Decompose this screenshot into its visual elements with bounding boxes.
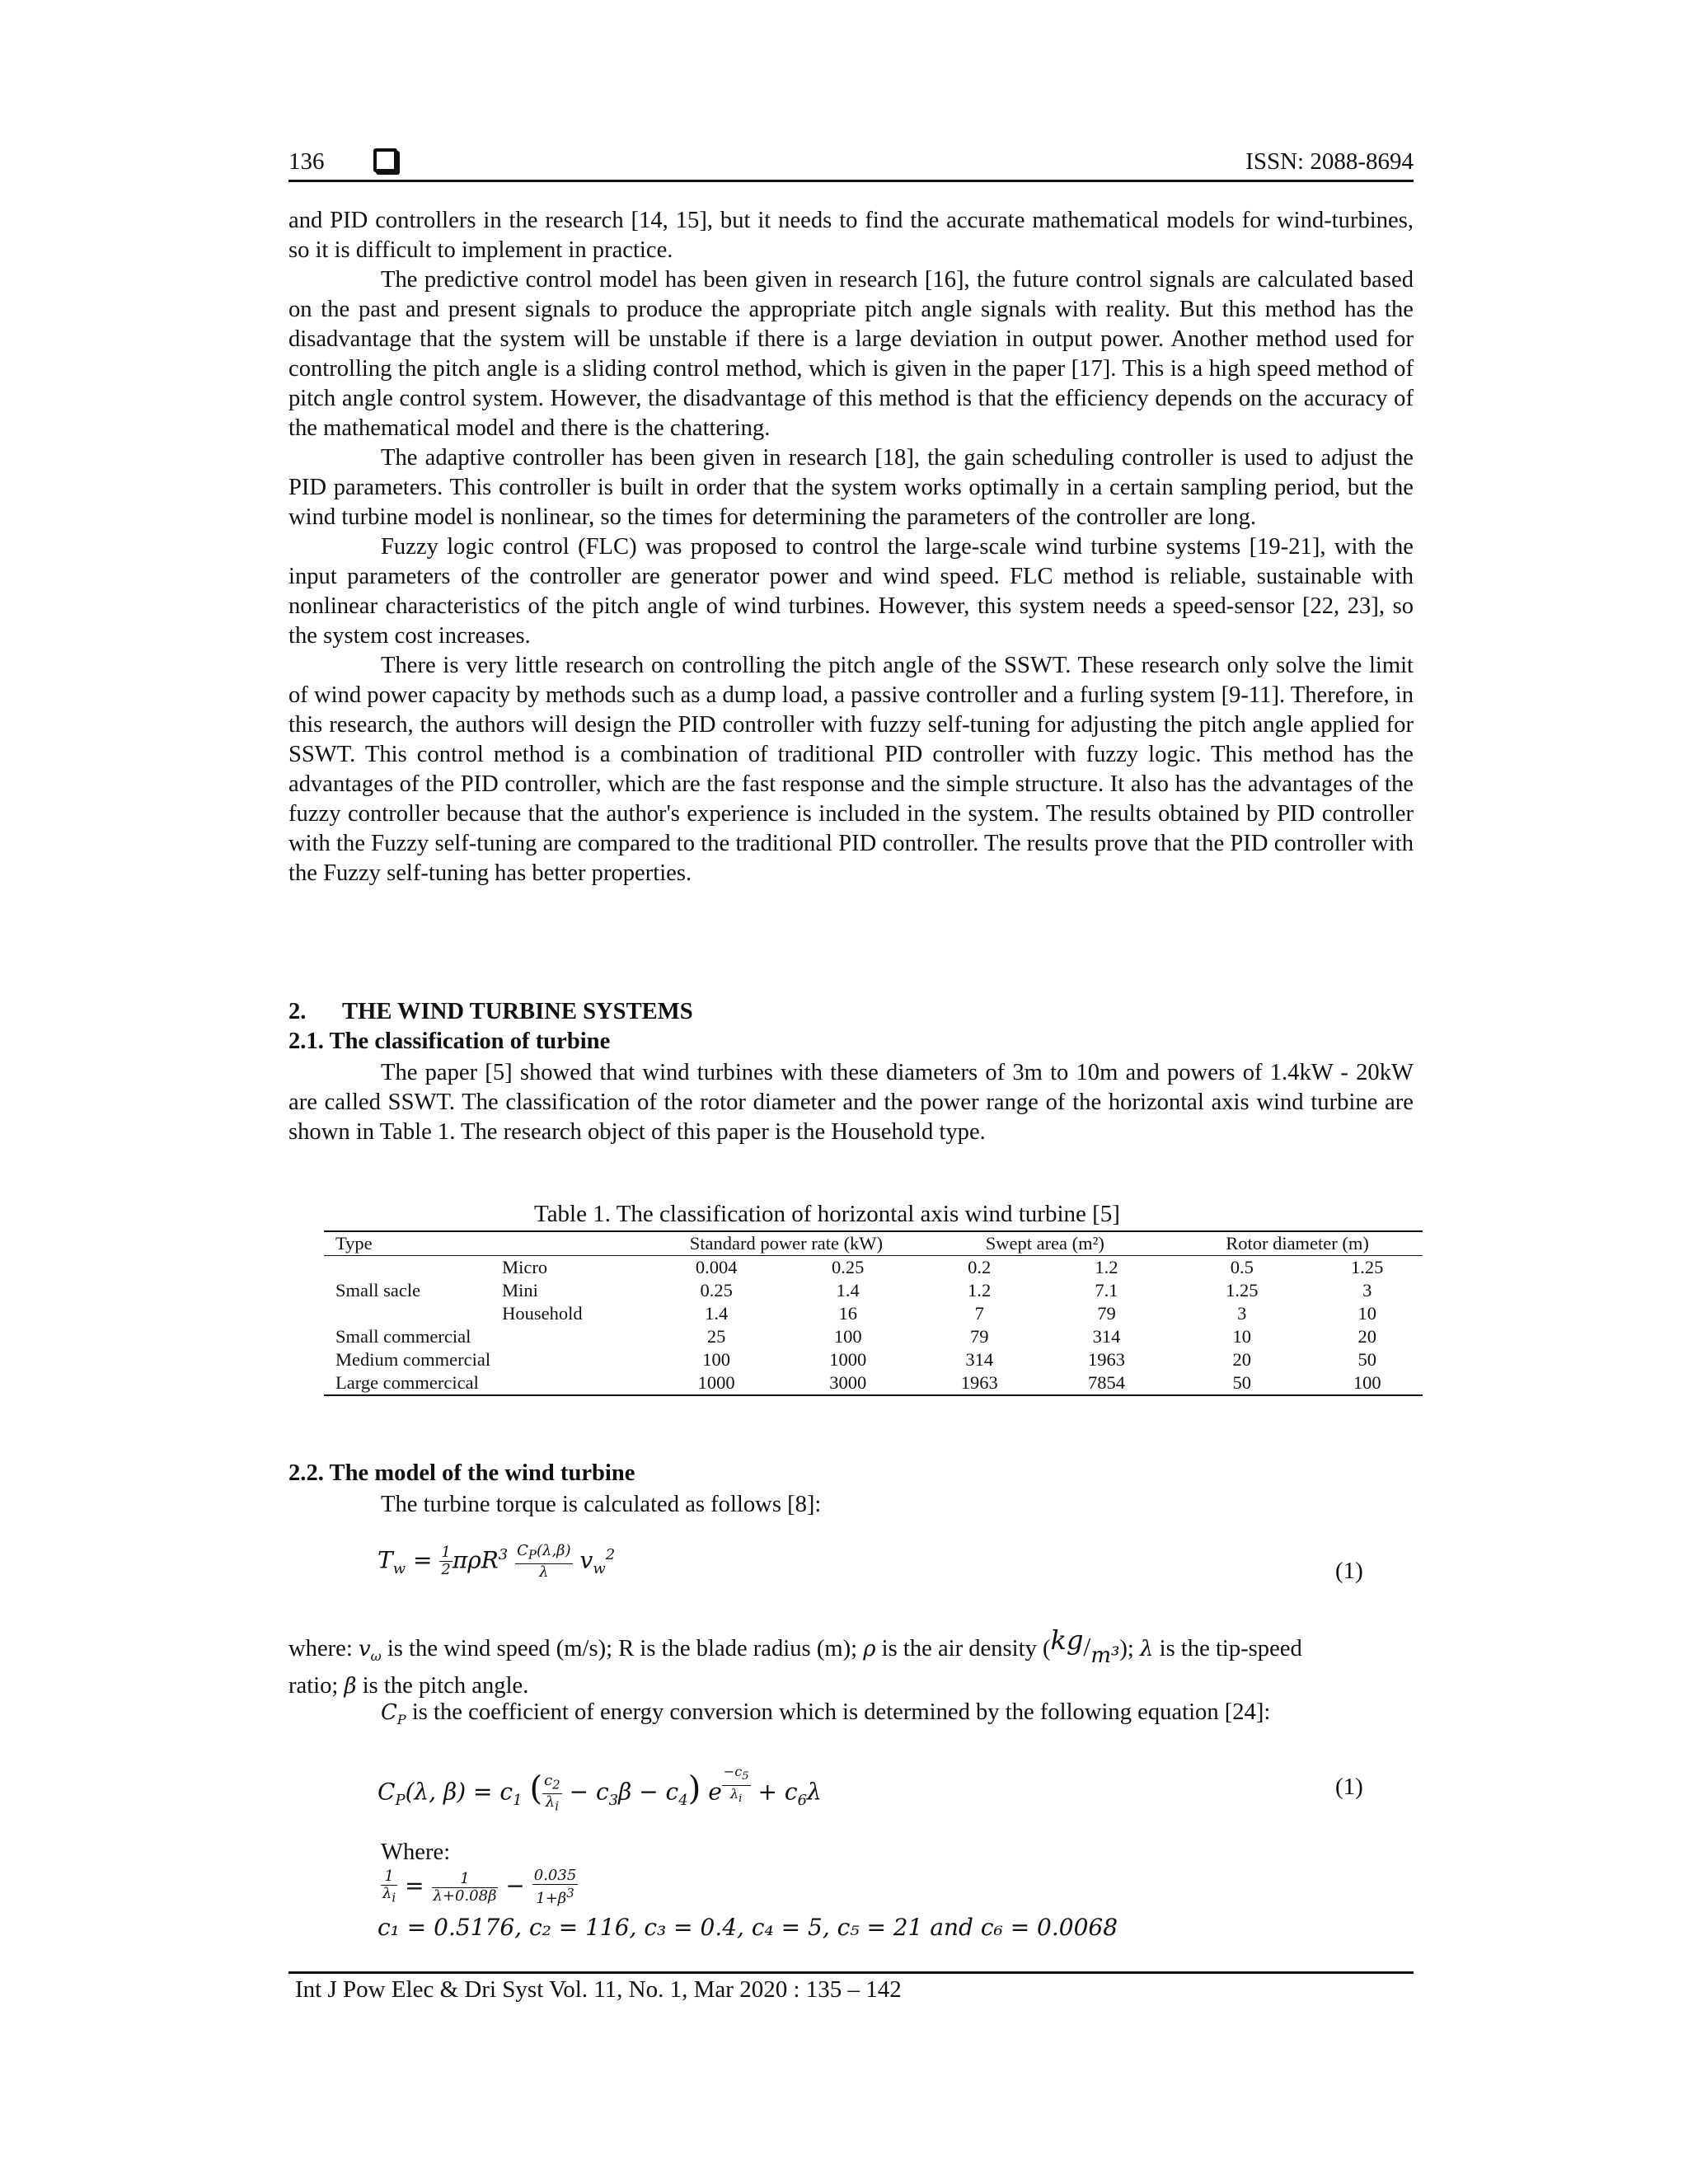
where-label: Where: [381,1840,451,1865]
table-cell: 50 [1357,1349,1376,1370]
where-text-6: is the pitch angle. [362,1673,529,1699]
table-cell: 100 [702,1349,730,1370]
table-cell: 20 [1232,1349,1252,1370]
table-cell: 1000 [829,1349,867,1370]
paragraph-5: There is very little research on controlling the pitch angle of the SSWT. These research only solve the limit of wind power capacity by methods such as a dump load, a passive controller and a furling system [9-11]. Therefore, in this research, the authors will design the PID controller with fuzzy self-tuning for adjusting the pitch angle applied for SSWT. This control method is a combination of traditional PID controller with fuzzy logic. This method has the advantages of the PID controller, which are the fast response and the simple structure. It also has the advantages of the fuzzy controller because that the author's experience is included in the system. The results obtained by PID controller with the Fuzzy self-tuning are compared to the traditional PID controller. The results prove that the PID controller with the Fuzzy self-tuning has better properties. [288,653,1414,886]
table-cell: 20 [1357,1326,1376,1347]
where-text-4: is the tip-speed [1159,1636,1302,1661]
page-header [288,142,1414,185]
section-title: THE WIND TURBINE SYSTEMS [342,999,693,1024]
table-cell: 1963 [918,1371,1041,1395]
subsection-heading-2: 2.2. The model of the wind turbine [288,1460,635,1486]
table-cell: 0.004 [695,1257,738,1277]
table-cell [490,1325,654,1348]
paragraph-2: The predictive control model has been given in research [16], the future control signals are calculated based on the past and present signals to produce the appropriate pitch angle signals with reality. But this method has the disadvantage that the system will be unstable if there is a large deviation in output power. Another method used for controlling the pitch angle is a sliding control method, which is given in the paper [17]. This is a high speed method of pitch angle control system. However, the disadvantage of this method is that the efficiency depends on the accuracy of the mathematical model and there is the chattering. [288,267,1414,441]
checkbox-icon [373,148,397,172]
table-cell: 7854 [1041,1371,1172,1395]
table-cell: 79 [969,1326,989,1347]
classification-table [324,1230,1423,1396]
where-text-2: is the air density ( [881,1636,1051,1661]
table-cell: 25 [706,1326,726,1347]
equation-lambda-i: $\frac{1}{\lambda_i}$ = $\frac{1}{\lambda+0.08\beta}$ − $\frac{0.035}{1+\beta^3}$ [382,1867,577,1907]
table-cell: 0.25 [700,1280,733,1301]
table-cell: 100 [833,1326,862,1347]
table-header: Type [324,1231,654,1256]
footer-rule [288,1971,1414,1974]
table-cell: 3000 [778,1371,918,1395]
header-rule [288,180,1414,182]
subsection-2-intro: The turbine torque is calculated as follows [8]: [381,1492,822,1517]
table-row [324,1256,1423,1280]
body-text [288,206,1414,888]
equation-torque: $T_w$ = $\frac{1}{2}$ πρR$^3$ $\frac{C_P(\lambda,\beta)}{\lambda}$ $v_w^2$ [377,1542,616,1581]
where-text-1: is the wind speed (m/s); R is the blade radius (m); [387,1636,858,1661]
paragraph-1: and PID controllers in the research [14, 15], but it needs to find the accurate mathematical models for wind-turbines, so it is difficult to implement in practice. [288,208,1414,263]
table-cell: 7.1 [1095,1280,1118,1301]
where-text-3: ); [1119,1636,1134,1661]
table-cell: Large commercical [324,1371,490,1395]
table-cell: 7 [974,1303,984,1324]
table-cell: 16 [838,1303,857,1324]
subsection-1-paragraph: The paper [5] showed that wind turbines with these diameters of 3m to 10m and powers of 1.4kW - 20kW are called SSWT. The classification of the rotor diameter and the power range of the horizontal axis wind turbine are shown in Table 1. The research object of this paper is the Household type. [288,1060,1414,1145]
table-cell: 1.4 [836,1280,860,1301]
table-cell: 3 [1237,1303,1247,1324]
paragraph-3: The adaptive controller has been given in research [18], the gain scheduling controller is used to adjust the PID parameters. This controller is built in order that the system works optimally in a certain sampling period, but the wind turbine model is nonlinear, so the times for determining the parameters of the controller are long. [288,445,1414,530]
table-header: Rotor diameter (m) [1172,1231,1423,1256]
table-cell: 0.2 [968,1257,992,1277]
table-cell: 79 [1097,1303,1116,1324]
table-cell: Medium commercial [335,1349,491,1370]
table-cell: 10 [1357,1303,1376,1324]
table-header: Standard power rate (kW) [654,1231,917,1256]
table-cell: 1.4 [705,1303,729,1324]
table-row [324,1325,1423,1348]
table-cell: 50 [1172,1371,1311,1395]
equation-cp: $C_P(\lambda$, $\beta) = c_1$ ( $\frac{c_2}{\lambda_i}$ − $c_3\beta - c_4$) e $^{\frac{-c_5}{\lambda_i}}$ + $c_6\lambda$ [377,1764,822,1814]
page-number: 136 [288,148,325,175]
table-cell: 1.25 [1226,1280,1259,1301]
table-cell [490,1371,654,1395]
table-caption-text: Table 1. The classification of horizontal axis wind turbine [5] [534,1201,1120,1227]
table-cell: Micro [502,1257,548,1277]
table-cell: 314 [965,1349,994,1370]
where-paragraph: where: $v_\omega$ is the wind speed (m/s); R is the blade radius (m); ρ is the air density (kg/m³); λ is the tip-speed ratio; β is the pitch angle. [288,1624,1302,1699]
table-row [324,1371,1423,1395]
table-cell: 314 [1092,1326,1121,1347]
table-cell: 10 [1232,1326,1252,1347]
table-cell [324,1302,490,1325]
table-cell [324,1256,490,1280]
equation-number-1: (1) [1335,1558,1363,1584]
table-cell: Mini [502,1280,538,1301]
subsection-heading-1: 2.1. The classification of turbine [288,1029,611,1054]
table-row [324,1302,1423,1325]
table-cell: 100 [1311,1371,1423,1395]
cp-text: is the coefficient of energy conversion which is determined by the following equation [24]: [411,1699,1271,1725]
table-cell: 0.25 [832,1257,865,1277]
table-cell: 3 [1362,1280,1372,1301]
table-caption [321,1201,1418,1228]
paragraph-4: Fuzzy logic control (FLC) was proposed to control the large-scale wind turbine systems [19-21], with the input parameters of the controller are generator power and wind speed. FLC method is reliable, sustainable with nonlinear characteristics of the pitch angle of wind turbines. However, this system needs a speed-sensor [22, 23], so the system cost increases. [288,534,1414,649]
issn: ISSN: 2088-8694 [1245,148,1414,175]
where-text-5: ratio; [288,1673,339,1699]
table-cell: Household [502,1303,583,1324]
cp-paragraph: $C_P$ is the coefficient of energy conversion which is determined by the following equation [24]: [381,1699,1271,1728]
table-header-row [324,1231,1423,1256]
table-cell [490,1348,654,1371]
table-row [324,1348,1423,1371]
table-cell: 1.25 [1351,1257,1384,1277]
table-cell: 1000 [654,1371,778,1395]
table-cell: 1.2 [1095,1257,1118,1277]
table-cell: Small commercial [335,1326,471,1347]
subsection-1-text [288,1058,1414,1147]
section-heading [288,999,693,1025]
equation-number-2: (1) [1335,1774,1363,1800]
table-row [324,1279,1423,1302]
footer-citation: Int J Pow Elec & Dri Syst Vol. 11, No. 1, Mar 2020 : 135 – 142 [295,1976,902,2003]
table-cell: 1963 [1087,1349,1125,1370]
constants-line: c₁ = 0.5176, c₂ = 116, c₃ = 0.4, c₄ = 5, c₅ = 21 and c₆ = 0.0068 [377,1914,1118,1941]
table-header: Swept area (m²) [918,1231,1173,1256]
section-number: 2. [288,999,307,1024]
table-cell: 0.5 [1230,1257,1254,1277]
table-cell: 1.2 [968,1280,992,1301]
table-cell: Small sacle [335,1280,421,1301]
